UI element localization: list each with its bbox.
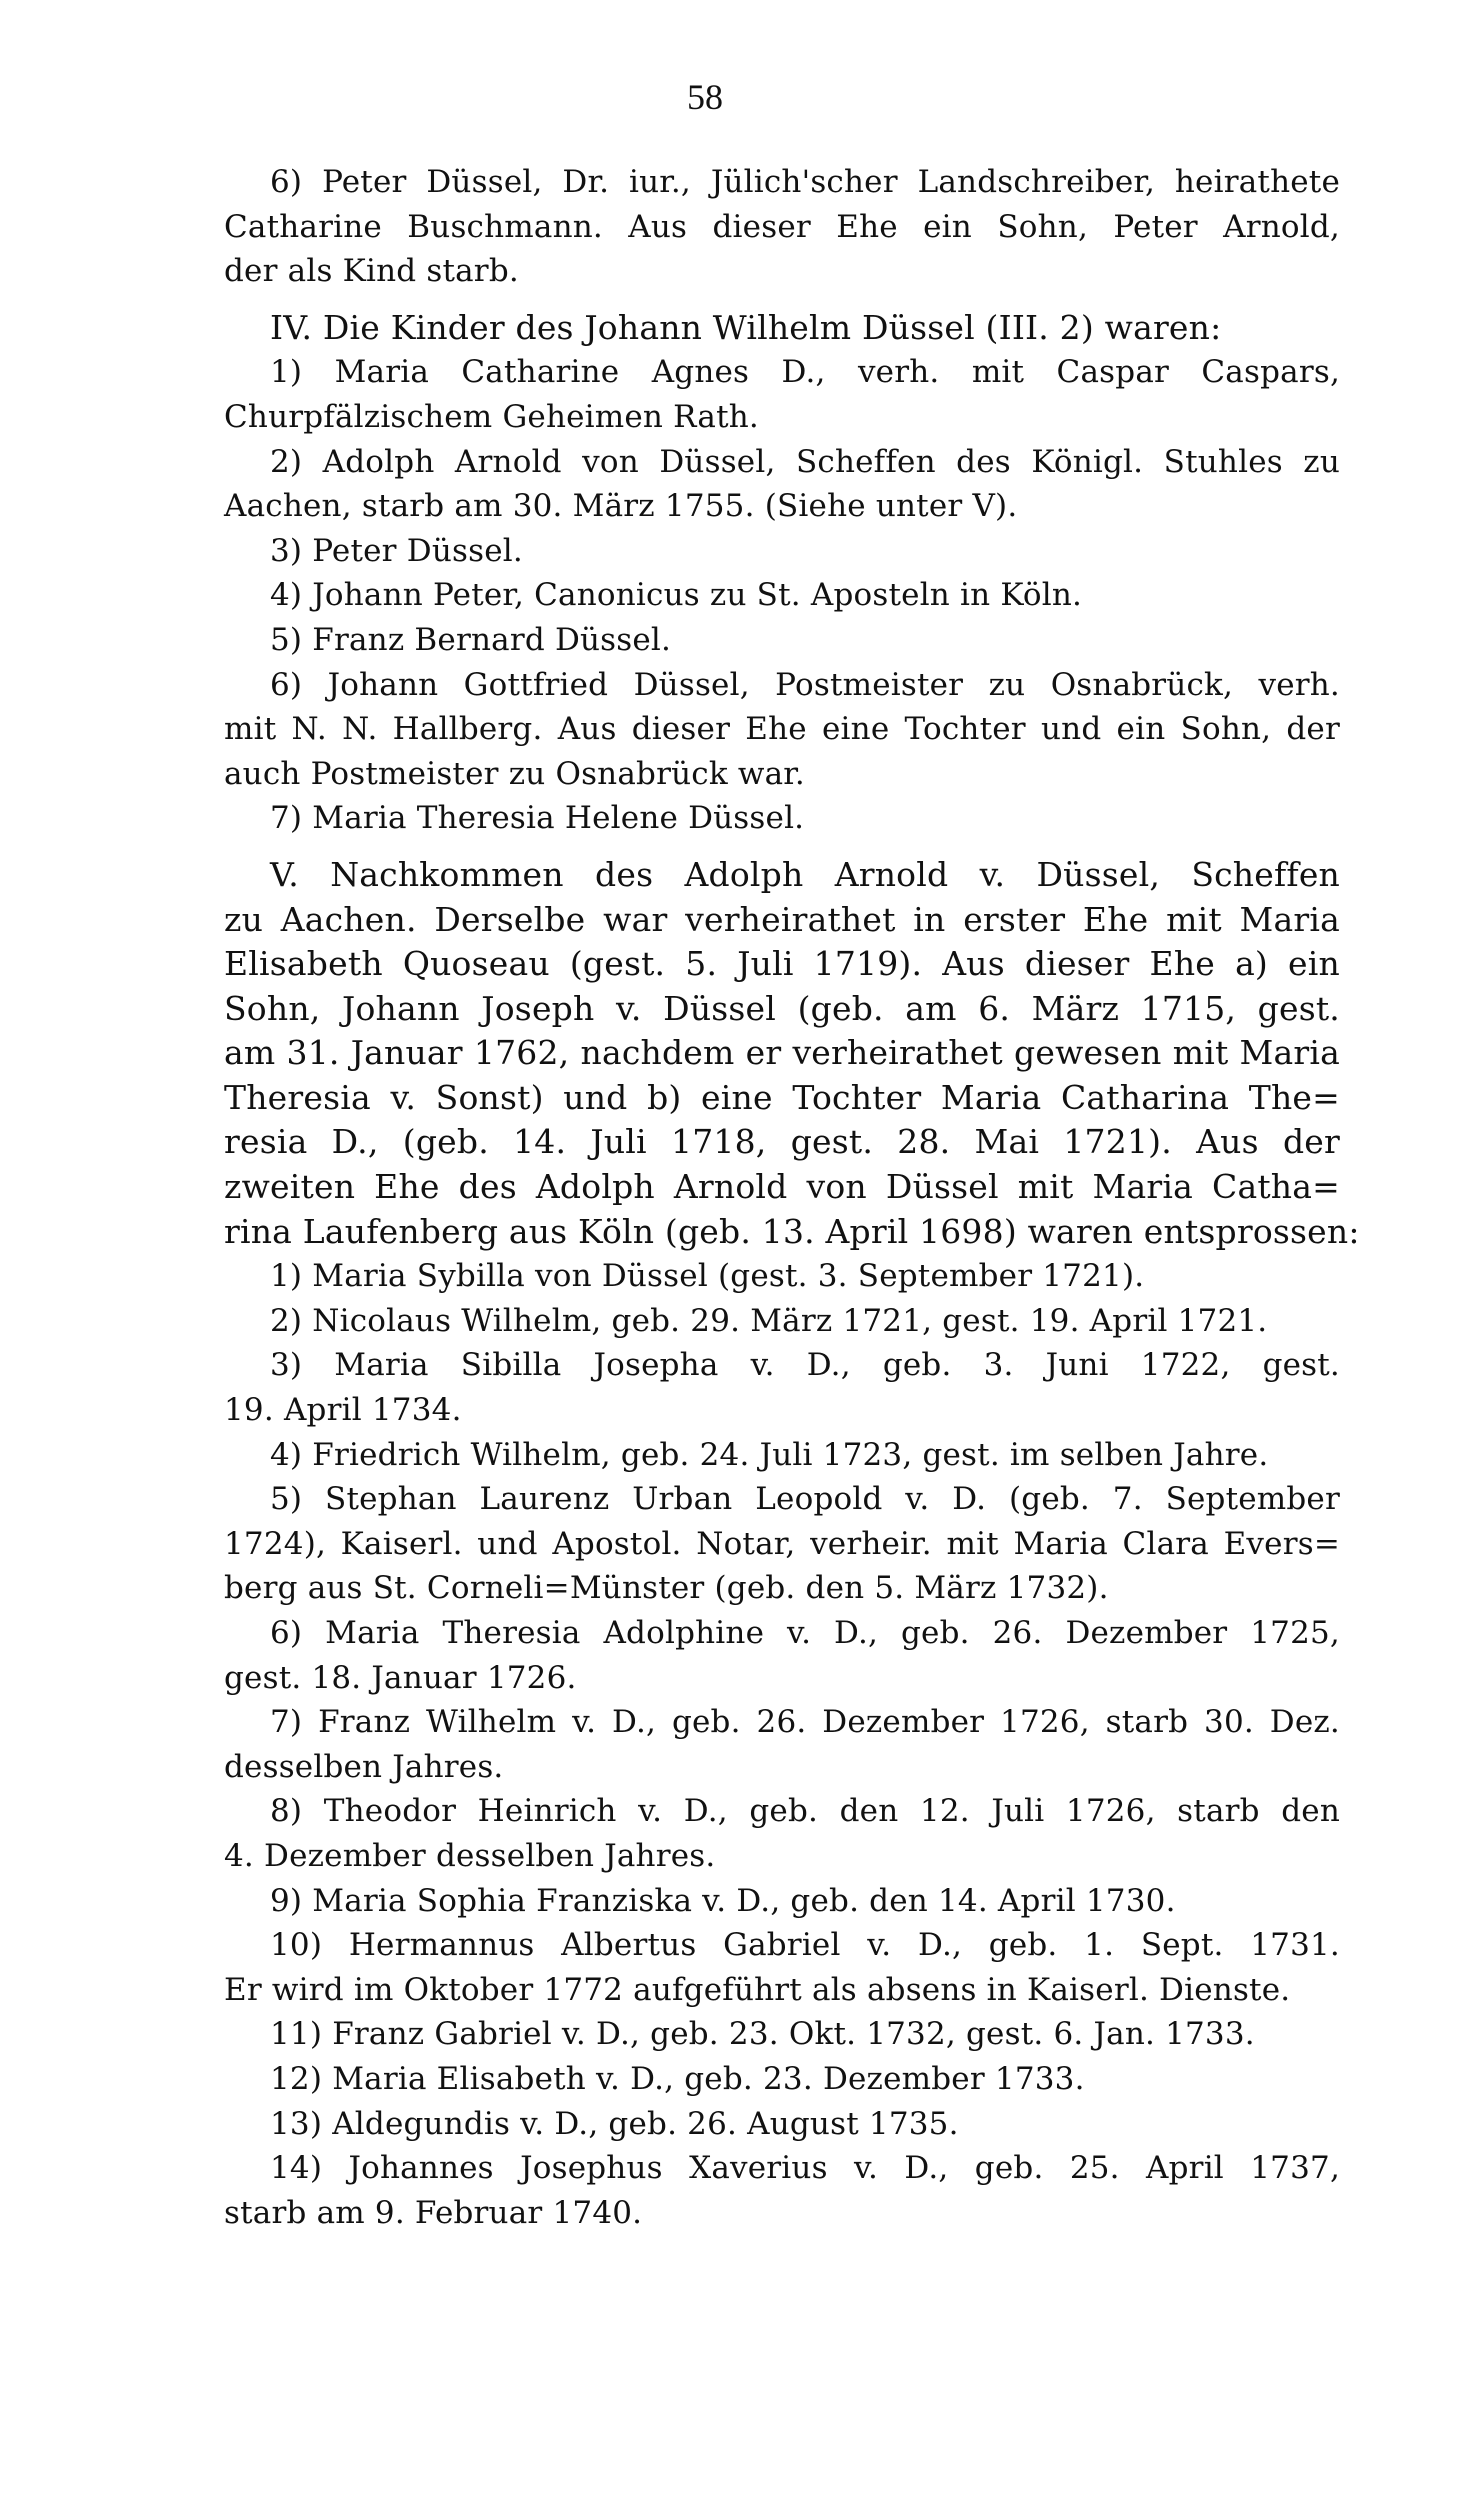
paragraph	[224, 1700, 1340, 1789]
text-line: rina Laufenberg aus Köln (geb. 13. April 1698) waren entsprossen:	[224, 1211, 1360, 1251]
paragraph	[224, 618, 1340, 663]
text-line: Churpfälzischem Geheimen Rath.	[224, 398, 759, 435]
paragraph	[224, 2146, 1340, 2235]
text-line: 4. Dezember desselben Jahres.	[224, 1837, 716, 1874]
text-line: Elisabeth Quoseau (gest. 5. Juli 1719). Aus dieser Ehe a) ein	[224, 944, 1340, 984]
text-line: zu Aachen. Derselbe war verheirathet in erster Ehe mit Maria	[224, 899, 1340, 939]
text-line: 4) Johann Peter, Canonicus zu St. Aposteln in Köln.	[270, 577, 1083, 614]
text-line: 2) Nicolaus Wilhelm, geb. 29. März 1721, gest. 19. April 1721.	[270, 1302, 1268, 1339]
paragraph	[224, 1299, 1340, 1344]
text-line: auch Postmeister zu Osnabrück war.	[224, 755, 805, 792]
text-line: IV. Die Kinder des Johann Wilhelm Düssel (III. 2) waren:	[270, 307, 1222, 347]
text-line: am 31. Januar 1762, nachdem er verheirathet gewesen mit Maria	[224, 1033, 1340, 1073]
paragraph	[224, 663, 1340, 797]
text-line: 9) Maria Sophia Franziska v. D., geb. den 14. April 1730.	[270, 1882, 1176, 1919]
paragraph	[224, 1879, 1340, 1924]
text-line: 13) Aldegundis v. D., geb. 26. August 1735.	[270, 2105, 959, 2142]
paragraph	[224, 2057, 1340, 2102]
text-line: 7) Franz Wilhelm v. D., geb. 26. Dezember 1726, starb 30. Dez.	[270, 1704, 1340, 1741]
text-line: 11) Franz Gabriel v. D., geb. 23. Okt. 1732, gest. 6. Jan. 1733.	[270, 2016, 1255, 2053]
paragraph	[224, 529, 1340, 574]
paragraph	[224, 1254, 1340, 1299]
text-line: 6) Peter Düssel, Dr. iur., Jülich'scher Landschreiber, heirathete	[270, 164, 1340, 200]
text-line: 3) Maria Sibilla Josepha v. D., geb. 3. Juni 1722, gest.	[270, 1347, 1340, 1384]
paragraph	[224, 160, 1340, 294]
text-line: 5) Franz Bernard Düssel.	[270, 621, 672, 658]
text-line: 1) Maria Catharine Agnes D., verh. mit Caspar Caspars,	[270, 354, 1340, 391]
text-line: zweiten Ehe des Adolph Arnold von Düssel mit Maria Catha=	[224, 1167, 1340, 1207]
text-line: 6) Johann Gottfried Düssel, Postmeister zu Osnabrück, verh.	[270, 666, 1340, 703]
text-line: 4) Friedrich Wilhelm, geb. 24. Juli 1723, gest. im selben Jahre.	[270, 1436, 1269, 1473]
text-line: starb am 9. Februar 1740.	[224, 2194, 643, 2231]
text-line: 7) Maria Theresia Helene Düssel.	[270, 800, 805, 837]
paragraph	[224, 796, 1340, 841]
text-line: 6) Maria Theresia Adolphine v. D., geb. 26. Dezember 1725,	[270, 1615, 1340, 1651]
text-line: 14) Johannes Josephus Xaverius v. D., geb. 25. April 1737,	[270, 2150, 1340, 2187]
paragraph	[224, 1343, 1340, 1432]
text-line: resia D., (geb. 14. Juli 1718, gest. 28. Mai 1721). Aus der	[224, 1122, 1340, 1162]
text-line: 1) Maria Sybilla von Düssel (gest. 3. September 1721).	[270, 1258, 1145, 1295]
text-line: V. Nachkommen des Adolph Arnold v. Düssel, Scheffen	[270, 854, 1340, 894]
text-line: mit N. N. Hallberg. Aus dieser Ehe eine Tochter und ein Sohn, der	[224, 711, 1340, 748]
paragraph	[224, 573, 1340, 618]
paragraph	[224, 1477, 1340, 1611]
text-line: 8) Theodor Heinrich v. D., geb. den 12. Juli 1726, starb den	[270, 1793, 1340, 1830]
paragraph	[224, 2012, 1340, 2057]
paragraph	[224, 2102, 1340, 2147]
text-line: desselben Jahres.	[224, 1748, 504, 1785]
paragraph	[224, 1923, 1340, 2012]
text-line: Catharine Buschmann. Aus dieser Ehe ein Sohn, Peter Arnold,	[224, 208, 1340, 245]
paragraph	[224, 1789, 1340, 1878]
text-line: Er wird im Oktober 1772 aufgeführt als absens in Kaiserl. Dienste.	[224, 1971, 1291, 2008]
text-line: 12) Maria Elisabeth v. D., geb. 23. Dezember 1733.	[270, 2060, 1085, 2097]
text-line: 19. April 1734.	[224, 1392, 462, 1429]
text-line: 5) Stephan Laurenz Urban Leopold v. D. (geb. 7. September	[270, 1481, 1340, 1518]
text-line: Aachen, starb am 30. März 1755. (Siehe unter V).	[224, 488, 1018, 525]
section-heading-paragraph	[224, 306, 1340, 351]
text-line: 10) Hermannus Albertus Gabriel v. D., geb. 1. Sept. 1731.	[270, 1927, 1340, 1964]
text-column	[224, 160, 1360, 2235]
text-line: Theresia v. Sonst) und b) eine Tochter Maria Catharina The=	[224, 1077, 1340, 1117]
text-line: 2) Adolph Arnold von Düssel, Scheffen des Königl. Stuhles zu	[270, 443, 1340, 480]
paragraph	[224, 350, 1340, 439]
text-line: der als Kind starb.	[224, 253, 519, 290]
text-line: berg aus St. Corneli=Münster (geb. den 5. März 1732).	[224, 1570, 1109, 1607]
section-heading-paragraph	[224, 853, 1360, 1254]
text-line: 3) Peter Düssel.	[270, 532, 523, 569]
paragraph	[224, 1433, 1340, 1478]
text-line: 1724), Kaiserl. und Apostol. Notar, verheir. mit Maria Clara Evers=	[224, 1525, 1340, 1562]
text-line: Sohn, Johann Joseph v. Düssel (geb. am 6. März 1715, gest.	[224, 988, 1340, 1028]
paragraph	[224, 1611, 1340, 1700]
page-number: 58	[687, 77, 723, 117]
text-line: gest. 18. Januar 1726.	[224, 1659, 577, 1696]
paragraph	[224, 440, 1340, 529]
